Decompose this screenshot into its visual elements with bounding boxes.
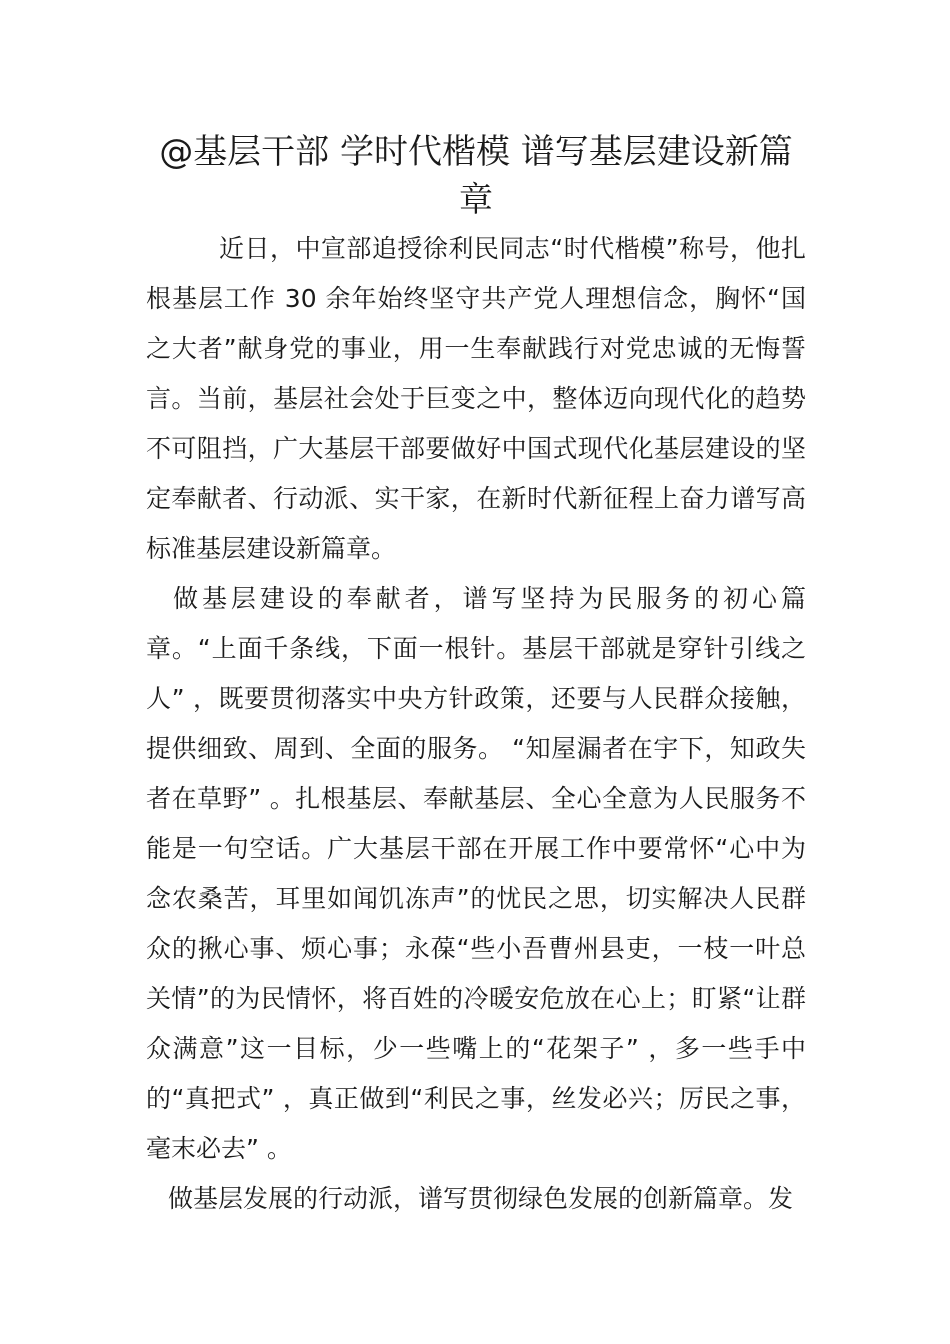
paragraph-intro: 近日，中宣部追授徐利民同志“时代楷模”称号，他扎根基层工作 30 余年始终坚守共产党人理想信念，胸怀“国之大者”献身党的事业，用一生奉献践行对党忠诚的无悔誓言。当前，基层社会处于巨变之中，整体迈向现代化的趋势不可阻挡，广大基层干部要做好中国式现代化基层建设的坚定奉献者、行动派、实干家，在新时代新征程上奋力谱写高标准基层建设新篇章。 — [146, 234, 806, 563]
paragraph-service: 做基层建设的奉献者，谱写坚持为民服务的初心篇章。“上面千条线，下面一根针。基层干部就是穿针引线之人” ，既要贯彻落实中央方针政策，还要与人民群众接触，提供细致、周到、全面的服务。 “知屋漏者在宇下，知政失者在草野” 。扎根基层、奉献基层、全心全意为人民服务不能是一句空话。广大基层干部在开展工作中要常怀“心中为念农桑苦，耳里如闻饥冻声”的忧民之思，切实解决人民群众的揪心事、烦心事；永葆“些小吾曹州县吏，一枝一叶总关情”的为民情怀，将百姓的冷暖安危放在心上；盯紧“让群众满意”这一目标，少一些嘴上的“花架子” ，多一些手中的“真把式” ，真正做到“利民之事，丝发必兴；厉民之事，毫末必去” 。 — [146, 584, 806, 1163]
document-title: @基层干部 学时代楷模 谱写基层建设新篇章 — [159, 132, 793, 220]
paragraph-development: 做基层发展的行动派，谱写贯彻绿色发展的创新篇章。发 — [168, 1184, 794, 1213]
document-body — [146, 128, 806, 1224]
